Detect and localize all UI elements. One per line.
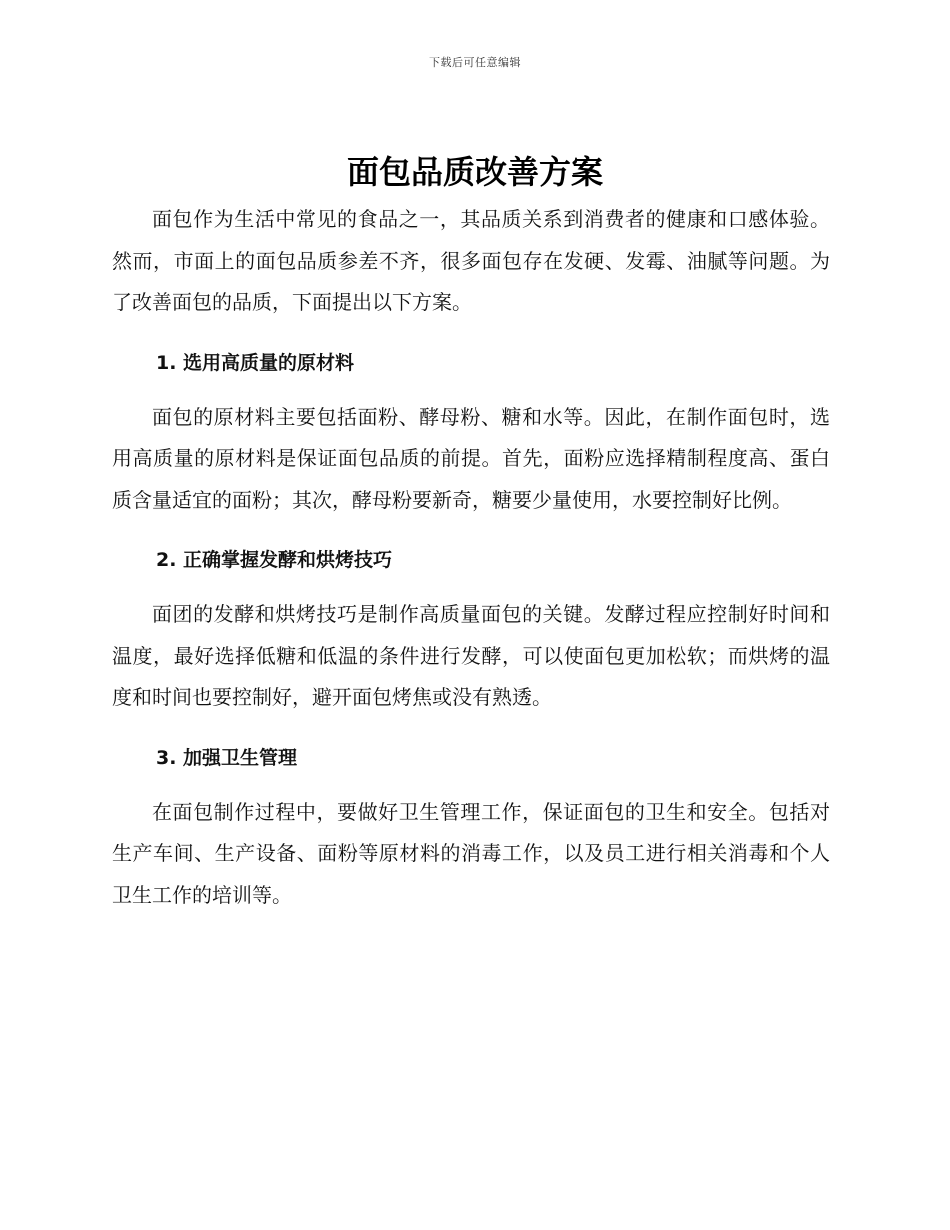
intro-paragraph: 面包作为生活中常见的食品之一，其品质关系到消费者的健康和口感体验。然而，市面上的面包品质参差不齐，很多面包存在发硬、发霉、油腻等问题。为了改善面包的品质，下面提出以下方案。 (112, 207, 830, 314)
section-heading-hygiene: 3. 加强卫生管理 (156, 746, 298, 769)
section-heading-raw-materials: 1. 选用高质量的原材料 (156, 351, 355, 374)
page-header-note: 下载后可任意编辑 (429, 56, 521, 69)
document-body (112, 199, 830, 916)
section-heading-fermentation-baking: 2. 正确掌握发酵和烘烤技巧 (156, 549, 393, 571)
section-body-hygiene: 在面包制作过程中，要做好卫生管理工作，保证面包的卫生和安全。包括对生产车间、生产设备、面粉等原材料的消毒工作，以及员工进行相关消毒和个人卫生工作的培训等。 (112, 799, 830, 907)
section-body-fermentation-baking: 面团的发酵和烘烤技巧是制作高质量面包的关键。发酵过程应控制好时间和温度，最好选择低糖和低温的条件进行发酵，可以使面包更加松软；而烘烤的温度和时间也要控制好，避开面包烤焦或没有熟透。 (112, 602, 830, 709)
document-title: 面包品质改善方案 (346, 153, 603, 191)
section-body-raw-materials: 面包的原材料主要包括面粉、酵母粉、糖和水等。因此，在制作面包时，选用高质量的原材料是保证面包品质的前提。首先，面粉应选择精制程度高、蛋白质含量适宜的面粉；其次，酵母粉要新奇，糖要少量使用，水要控制好比例。 (112, 404, 830, 512)
